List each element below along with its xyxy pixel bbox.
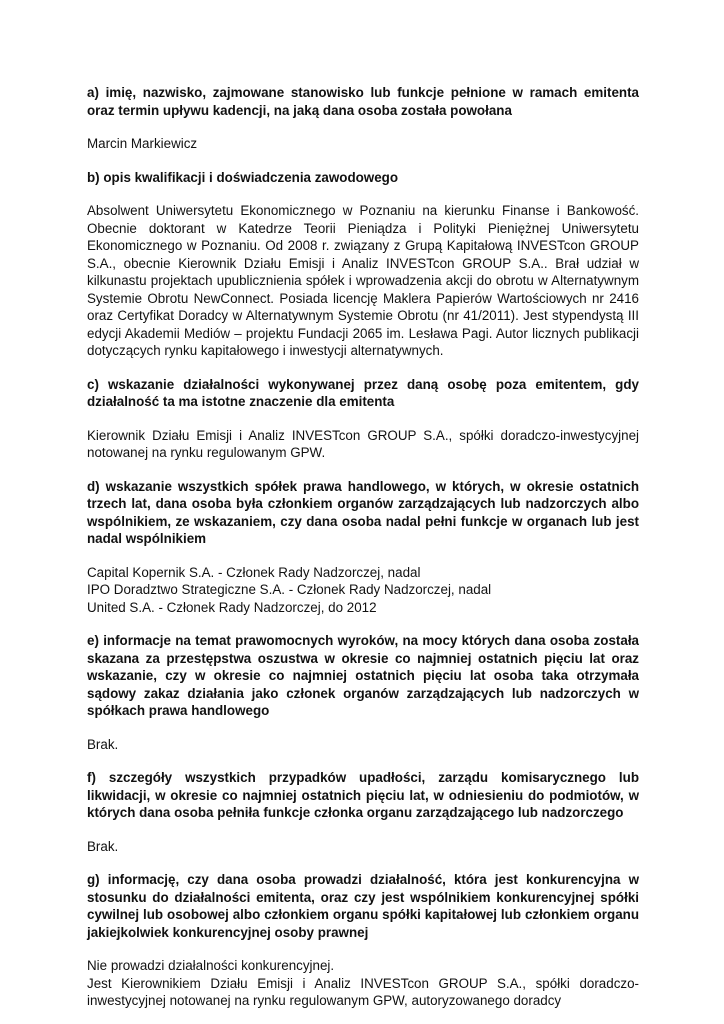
section-e-heading: e) informacje na temat prawomocnych wyroków, na mocy których dana osoba została skazana za przestępstwa oszustwa w okresie co najmniej ostatnich pięciu lat oraz wskazanie, czy w okresie co najmniej ostatnich pięciu lat osoba taka otrzymała sądowy zakaz działania jako członek organów zarządzających lub nadzorczych w spółkach prawa handlowego (87, 633, 639, 718)
section-g-text-continued: Jest Kierownikiem Działu Emisji i Analiz INVESTcon GROUP S.A., spółki doradczo-inwestycyjnej notowanej na rynku regulowanym GPW, autoryzowanego doradcy (87, 975, 639, 1008)
section-b-text: Absolwent Uniwersytetu Ekonomicznego w Poznaniu na kierunku Finanse i Bankowość. Obecnie doktorant w Katedrze Teorii Pieniądza i Polityki Pieniężnej Uniwersytetu Ekonomicznego w Poznaniu. Od 2008 r. związany z Grupą Kapitałową INVESTcon GROUP S.A., obecnie Kierownik Działu Emisji i Analiz INVESTcon GROUP S.A.. Brał udział w kilkunastu projektach upublicznienia spółek i wprowadzenia akcji do obrotu w Alternatywnym Systemie Obrotu NewConnect. Posiada licencję Maklera Papierów Wartościowych nr 2416 oraz Certyfikat Doradcy w Alternatywnym Systemie Obrotu (nr 41/2011). Jest stypendystą III edycji Akademii Mediów – projektu Fundacji 2065 im. Lesława Pagi. Autor licznych publikacji dotyczących rynku kapitałowego i inwestycji alternatywnych. (87, 203, 639, 358)
section-d-line: Capital Kopernik S.A. - Członek Rady Nadzorczej, nadal (87, 564, 421, 580)
section-a-text: Marcin Markiewicz (87, 136, 198, 151)
section-g-heading: g) informację, czy dana osoba prowadzi działalność, która jest konkurencyjna w stosunku do działalności emitenta, oraz czy jest wspólnikiem konkurencyjnej spółki cywilnej lub osobowej albo członkiem organu spółki kapitałowej lub członkiem organu jakiejkolwiek konkurencyjnej osoby prawnej (87, 872, 639, 940)
document-page (87, 84, 639, 1010)
section-d-list (87, 564, 639, 617)
section-a-heading: a) imię, nazwisko, zajmowane stanowisko lub funkcje pełnione w ramach emitenta oraz termin upływu kadencji, na jaką dana osoba została powołana (87, 85, 639, 118)
section-g-text: Nie prowadzi działalności konkurencyjnej. (87, 958, 335, 973)
section-c-text: Kierownik Działu Emisji i Analiz INVESTcon GROUP S.A., spółki doradczo-inwestycyjnej notowanej na rynku regulowanym GPW. (87, 427, 639, 460)
section-f-text: Brak. (87, 838, 119, 854)
section-c-heading: c) wskazanie działalności wykonywanej przez daną osobę poza emitentem, gdy działalność ta ma istotne znaczenie dla emitenta (87, 376, 639, 409)
section-f-heading: f) szczegóły wszystkich przypadków upadłości, zarządu komisarycznego lub likwidacji, w okresie co najmniej ostatnich pięciu lat, w odniesieniu do podmiotów, w których dana osoba pełniła funkcje członka organu zarządzającego lub nadzorczego (87, 770, 639, 820)
section-d-heading: d) wskazanie wszystkich spółek prawa handlowego, w których, w okresie ostatnich trzech lat, dana osoba była członkiem organów zarządzających lub nadzorczych albo wspólnikiem, ze wskazaniem, czy dana osoba nadal pełni funkcje w organach lub jest nadal wspólnikiem (87, 478, 639, 546)
section-d-line: IPO Doradztwo Strategiczne S.A. - Członek Rady Nadzorczej, nadal (87, 582, 492, 597)
section-b-heading: b) opis kwalifikacji i doświadczenia zawodowego (87, 169, 399, 185)
section-e-text: Brak. (87, 736, 119, 752)
section-d-line: United S.A. - Członek Rady Nadzorczej, do 2012 (87, 599, 377, 615)
